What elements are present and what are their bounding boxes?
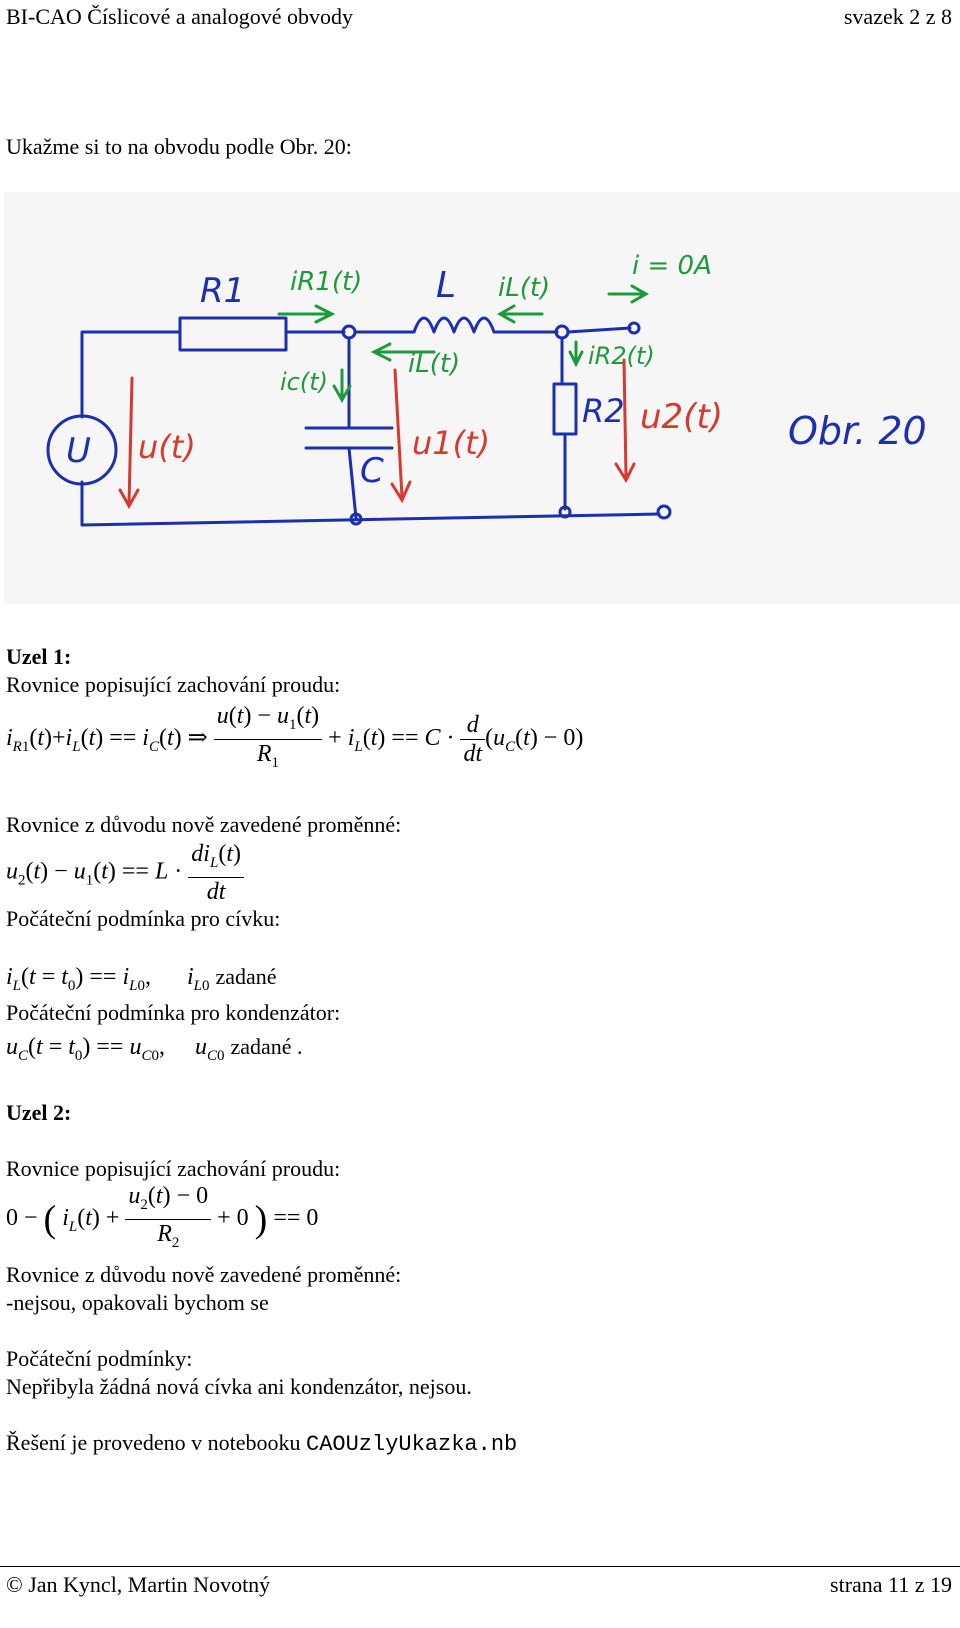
l-label: L bbox=[436, 265, 457, 306]
footer-authors: © Jan Kyncl, Martin Novotný bbox=[6, 1572, 271, 1597]
node2-ic-label: Počáteční podmínky: bbox=[6, 1346, 193, 1371]
solution-line bbox=[6, 1430, 517, 1458]
node1-title: Uzel 1: bbox=[6, 644, 72, 669]
u2-label: u2(t) bbox=[640, 397, 724, 437]
r1-label: R1 bbox=[200, 271, 246, 311]
node1-inductor-equation: $u_2(t) - u_1(t) == L$ · $\frac{di_L(t)}{dt}$ bbox=[6, 840, 244, 906]
r2-label: R2 bbox=[582, 392, 625, 430]
node2-new-var-label: Rovnice z důvodu nově zavedené proměnné: bbox=[6, 1262, 402, 1287]
il-left-label: iL(t) bbox=[408, 349, 461, 379]
header-volume: svazek 2 z 8 bbox=[843, 4, 952, 29]
footer-rule bbox=[0, 1566, 960, 1567]
node1-new-var-label: Rovnice z důvodu nově zavedené proměnné: bbox=[6, 812, 402, 837]
figure-caption: Obr. 20 bbox=[788, 409, 927, 453]
u1-label: u1(t) bbox=[412, 424, 491, 462]
cap-ic-given: zadané . bbox=[230, 1034, 303, 1059]
node2-kcl-equation: 0 − ( $i_L(t)$ + $\frac{u_2(t) - 0}{R_2}$ + 0 ) == 0 bbox=[6, 1183, 319, 1251]
u-label: u(t) bbox=[138, 428, 196, 466]
header-title: BI-CAO Číslicové a analogové obvody bbox=[6, 4, 354, 29]
circuit-figure bbox=[4, 192, 960, 604]
ir1-label: iR1(t) bbox=[290, 267, 363, 297]
node2-kcl-label: Rovnice popisující zachování proudu: bbox=[6, 1156, 341, 1181]
source-label: U bbox=[66, 431, 91, 471]
circuit-diagram bbox=[4, 192, 960, 604]
node1-kcl-equation: $i_{R1}(t)+i_L(t) == i_C(t)$ ⇒ $\frac{u(t) - u_1(t)}{R_1}$ + $i_L(t) == C$ · $\frac{d}{dt}$ $(u_C(t) - 0)$ bbox=[6, 703, 584, 771]
il-right-label: iL(t) bbox=[498, 273, 551, 303]
node1-coil-ic-label: Počáteční podmínka pro cívku: bbox=[6, 906, 281, 931]
notebook-name: CAOUzlyUkazka.nb bbox=[306, 1432, 518, 1457]
node1-coil-ic-equation: $i_L(t = t_0) == i_{L0}$, $i_{L0}$ zadané bbox=[6, 964, 277, 994]
ic-label: ic(t) bbox=[280, 368, 328, 396]
ir2-label: iR2(t) bbox=[588, 342, 655, 370]
node2-title: Uzel 2: bbox=[6, 1100, 72, 1125]
intro-text: Ukažme si to na obvodu podle Obr. 20: bbox=[6, 134, 352, 159]
c-label: C bbox=[360, 451, 384, 491]
node1-cap-ic-label: Počáteční podmínka pro kondenzátor: bbox=[6, 1000, 341, 1025]
node1-cap-ic-equation: $u_C(t = t_0) == u_{C0}$, $u_{C0}$ zadané . bbox=[6, 1034, 303, 1064]
coil-ic-given: zadané bbox=[215, 964, 277, 989]
node2-new-var-text: -nejsou, opakovali bychom se bbox=[6, 1290, 269, 1315]
node1-kcl-label: Rovnice popisující zachování proudu: bbox=[6, 672, 341, 697]
footer-page: strana 11 z 19 bbox=[830, 1572, 952, 1597]
solution-text: Řešení je provedeno v notebooku bbox=[6, 1430, 306, 1455]
i-zero-label: i = 0A bbox=[632, 251, 712, 281]
node2-ic-text: Nepřibyla žádná nová cívka ani kondenzátor, nejsou. bbox=[6, 1374, 472, 1399]
